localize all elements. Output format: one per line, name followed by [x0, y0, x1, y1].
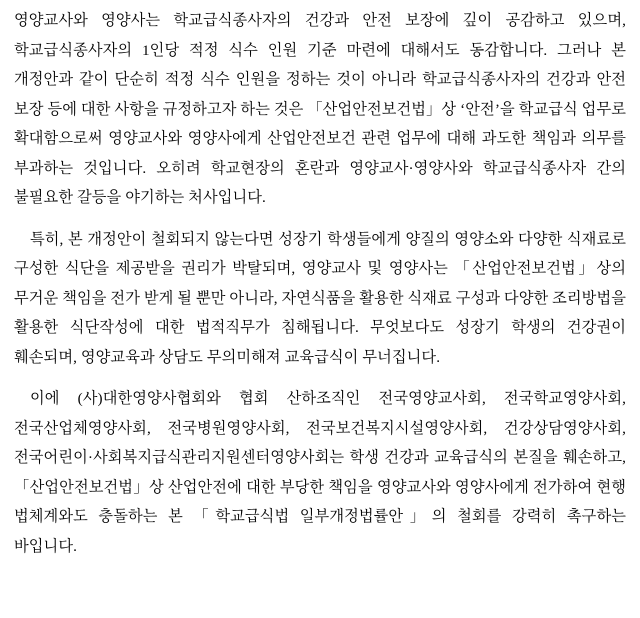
paragraph-2: 특히, 본 개정안이 철회되지 않는다면 성장기 학생들에게 양질의 영양소와 다양한 식재료로 구성한 식단을 제공받을 권리가 박탈되며, 영양교사 및 영양사는 「산업안전보건법」상의 무거운 책임을 전가 받게 될 뿐만 아니라, 자연식품을 활용한 식재료 구성과 다양한 조리방법을 활용한 식단작성에 대한 법적직무가 침해됩니다. 무엇보다도 성장기 학생의 건강권이 훼손되며, 영양교육과 상담도 무의미해져 교육급식이 무너집니다.: [14, 230, 626, 366]
paragraph-1: 영양교사와 영양사는 학교급식종사자의 건강과 안전 보장에 깊이 공감하고 있으며, 학교급식종사자의 1인당 적정 식수 인원 기준 마련에 대해서도 동감합니다. 그러나 본 개정안과 같이 단순히 적정 식수 인원을 정하는 것이 아니라 학교급식종사자의 건강과 안전 보장 등에 대한 사항을 규정하고자 하는 것은 「산업안전보건법」상 ‘안전’을 학교급식 업무로 확대함으로써 영양교사와 영양사에게 산업안전보건 관련 업무에 대해 과도한 책임과 의무를 부과하는 것입니다. 오히려 학교현장의 혼란과 영양교사·영양사와 학교급식종사자 간의 불필요한 갈등을 야기하는 처사입니다.: [14, 12, 626, 206]
paragraph-3: 이에 (사)대한영양사협회와 협회 산하조직인 전국영양교사회, 전국학교영양사회, 전국산업체영양사회, 전국병원영양사회, 전국보건복지시설영양사회, 건강상담영양사회, 전국어린이·사회복지급식관리지원센터영양사회는 학생 건강과 교육급식의 본질을 훼손하고, 「산업안전보건법」상 산업안전에 대한 부당한 책임을 영양교사와 영양사에게 전가하여 현행 법체계와도 충돌하는 본 「학교급식법 일부개정법률안」의 철회를 강력히 촉구하는 바입니다.: [14, 390, 627, 555]
